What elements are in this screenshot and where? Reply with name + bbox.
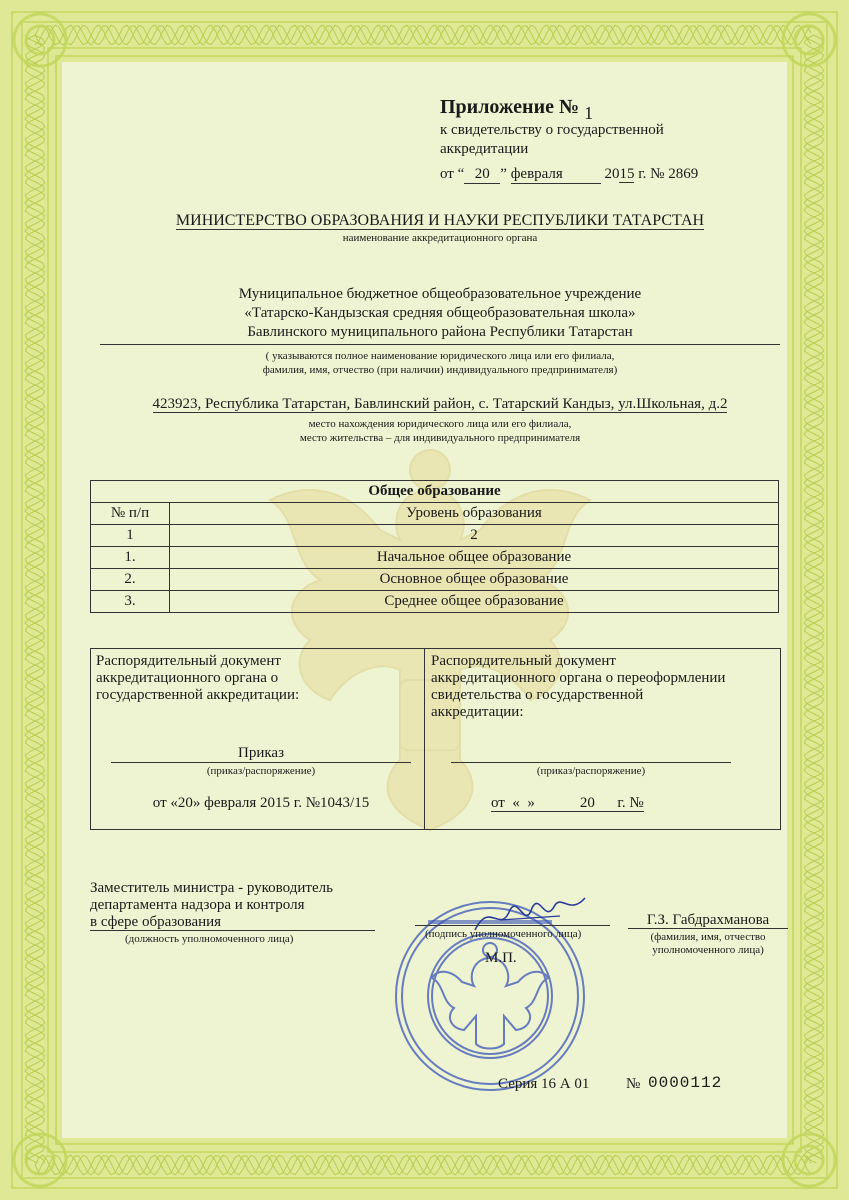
org-caption1: ( указываются полное наименование юридического лица или его филиала, bbox=[265, 350, 615, 362]
date-month: февраля bbox=[511, 166, 601, 184]
header-num: № п/п bbox=[91, 503, 170, 525]
signatory-name: Г.З. Габдрахманова bbox=[646, 912, 770, 928]
index-col2: 2 bbox=[170, 525, 779, 547]
row-num: 2. bbox=[91, 569, 170, 591]
address-value: 423923, Республика Татарстан, Бавлинский район, с. Татарский Кандыз, ул.Школьная, д.2 bbox=[152, 396, 728, 412]
org-line2: «Татарско-Кандызская средняя общеобразовательная школа» bbox=[244, 305, 636, 321]
address-caption1: место нахождения юридического лица или его филиала, bbox=[308, 418, 572, 430]
left-doc-type: Приказ bbox=[237, 745, 284, 761]
position-caption: (должность уполномоченного лица) bbox=[125, 933, 294, 945]
org-line1: Муниципальное бюджетное общеобразовательное учреждение bbox=[238, 286, 642, 302]
authority-name: МИНИСТЕРСТВО ОБРАЗОВАНИЯ И НАУКИ РЕСПУБЛИКИ ТАТАРСТАН bbox=[175, 212, 705, 229]
education-levels-table bbox=[90, 480, 779, 613]
right-doc-date: от « » 20 г. № bbox=[491, 795, 644, 811]
org-caption2: фамилия, имя, отчество (при наличии) индивидуального предпринимателя) bbox=[262, 364, 618, 376]
number-label: № bbox=[626, 1076, 641, 1092]
right-doc-line3: свидетельства о государственной bbox=[431, 687, 644, 703]
docbox-divider bbox=[424, 649, 425, 829]
left-doc-line3: государственной аккредитации: bbox=[96, 687, 300, 703]
header-level: Уровень образования bbox=[170, 503, 779, 525]
row-num: 3. bbox=[91, 591, 170, 613]
name-caption2: уполномоченного лица) bbox=[652, 944, 764, 956]
table-header-row bbox=[91, 503, 779, 525]
date-year: 15 bbox=[619, 166, 635, 182]
accreditation-documents-box bbox=[90, 648, 781, 830]
org-line3: Бавлинского муниципального района Республики Татарстан bbox=[247, 324, 633, 340]
table-row bbox=[91, 569, 779, 591]
right-doc-underline bbox=[451, 762, 731, 763]
stamp-label: М.П. bbox=[485, 950, 517, 966]
blank-serial-number: 0000112 bbox=[648, 1074, 723, 1092]
left-doc-caption: (приказ/распоряжение) bbox=[206, 765, 316, 777]
right-doc-line1: Распорядительный документ bbox=[431, 653, 616, 669]
left-doc-date: от «20» февраля 2015 г. №1043/15 bbox=[152, 795, 370, 811]
authority-caption: наименование аккредитационного органа bbox=[342, 232, 538, 244]
row-level: Среднее общее образование bbox=[170, 591, 779, 613]
appendix-date: от “ 20 ” февраля 2015 г. № 2869 bbox=[440, 166, 699, 182]
name-caption1: (фамилия, имя, отчество bbox=[650, 931, 766, 943]
table-title: Общее образование bbox=[91, 481, 779, 503]
right-doc-caption: (приказ/распоряжение) bbox=[536, 765, 646, 777]
position-underline bbox=[90, 930, 375, 931]
index-col1: 1 bbox=[91, 525, 170, 547]
table-title-row bbox=[91, 481, 779, 503]
right-doc-line2: аккредитационного органа о переоформлении bbox=[431, 670, 726, 686]
left-doc-underline bbox=[111, 762, 411, 763]
signature-underline bbox=[415, 925, 610, 926]
date-day: 20 bbox=[464, 166, 500, 184]
series-label: Серия 16 А 01 bbox=[498, 1076, 590, 1092]
right-doc-line4: аккредитации: bbox=[431, 704, 524, 720]
left-doc-line1: Распорядительный документ bbox=[96, 653, 281, 669]
left-doc-line2: аккредитационного органа о bbox=[96, 670, 279, 686]
row-level: Начальное общее образование bbox=[170, 547, 779, 569]
appendix-title: Приложение № 1 bbox=[440, 96, 594, 123]
table-row bbox=[91, 591, 779, 613]
certificate-number: 2869 bbox=[668, 166, 699, 182]
signatory-position-line2: департамента надзора и контроля bbox=[90, 897, 305, 913]
appendix-number: 1 bbox=[584, 103, 594, 123]
signature-caption: (подпись уполномоченного лица) bbox=[425, 928, 582, 940]
row-num: 1. bbox=[91, 547, 170, 569]
signatory-position-line1: Заместитель министра - руководитель bbox=[90, 880, 333, 896]
name-underline bbox=[628, 928, 788, 929]
appendix-subtitle-line1: к свидетельству о государственной bbox=[440, 122, 664, 138]
table-index-row bbox=[91, 525, 779, 547]
table-row bbox=[91, 547, 779, 569]
signatory-position-line3: в сфере образования bbox=[90, 914, 222, 930]
appendix-subtitle-line2: аккредитации bbox=[440, 141, 529, 157]
row-level: Основное общее образование bbox=[170, 569, 779, 591]
address-caption2: место жительства – для индивидуального предпринимателя bbox=[299, 432, 581, 444]
org-underline bbox=[100, 344, 780, 345]
